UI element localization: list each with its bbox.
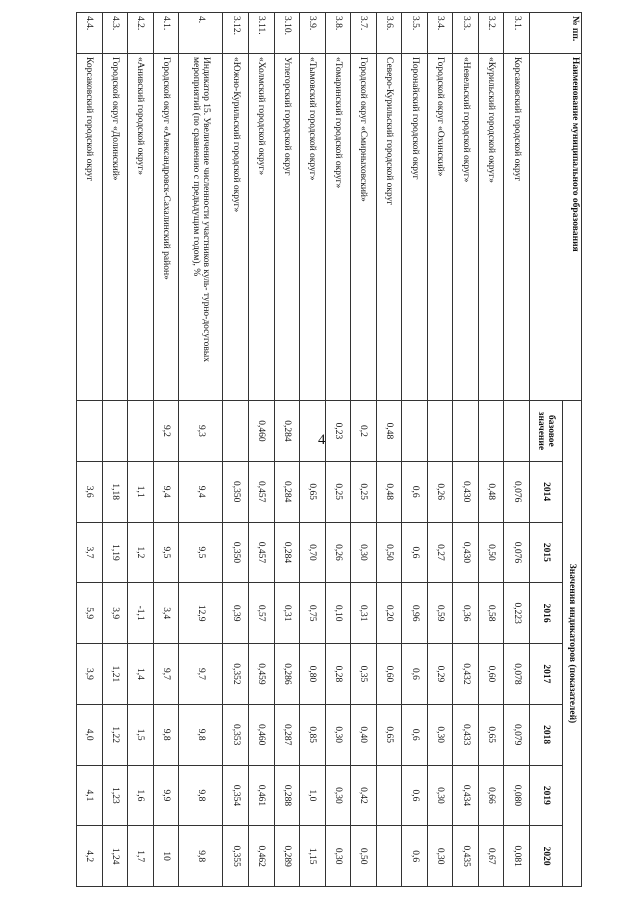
table-row [179, 13, 223, 887]
row-value-2020 [376, 826, 402, 887]
table-row [504, 13, 530, 887]
header-col-group: Значения индикаторов (показателей) [563, 401, 582, 887]
table-row [274, 13, 300, 887]
row-value-2019: 0,288 [274, 765, 300, 826]
row-number: 3.4. [427, 13, 453, 54]
row-value-2014: 1,1 [128, 461, 154, 522]
row-value-2018: 0,433 [453, 704, 479, 765]
row-value-2015: 0,30 [351, 522, 377, 583]
table-row [102, 13, 128, 887]
row-value-2017: 3,9 [77, 644, 103, 705]
row-number: 4. [179, 13, 223, 54]
row-number: 3.7. [351, 13, 377, 54]
row-value-2020: 1,24 [102, 826, 128, 887]
row-value-2018: 0,65 [376, 704, 402, 765]
header-col-num: № пп. [530, 13, 582, 54]
row-value-2015: 1,2 [128, 522, 154, 583]
header-year-2019: 2019 [530, 765, 563, 826]
row-value-2020: 0,289 [274, 826, 300, 887]
row-name: Корсаковский городской округ [77, 54, 103, 401]
row-name: Городской округ «Охинский» [427, 54, 453, 401]
row-value-2018: 4,0 [77, 704, 103, 765]
row-value-2018: 0,30 [427, 704, 453, 765]
row-value-2014: 0,48 [478, 461, 504, 522]
row-name: Городской округ «Долинский» [102, 54, 128, 401]
row-base-value [223, 401, 249, 462]
row-value-2015: 9,5 [153, 522, 179, 583]
row-value-2020: 0,6 [402, 826, 428, 887]
row-number: 4.4. [77, 13, 103, 54]
row-name: Углегорский городской округ [274, 54, 300, 401]
row-value-2019: 1,0 [300, 765, 326, 826]
row-value-2015: 0,26 [325, 522, 351, 583]
row-base-value: 0,460 [248, 401, 274, 462]
row-value-2017: 1,4 [128, 644, 154, 705]
row-name: «Анивский городской округ» [128, 54, 154, 401]
row-value-2017: 0,6 [402, 644, 428, 705]
table-row [402, 13, 428, 887]
row-base-value [478, 401, 504, 462]
indicators-table [76, 12, 582, 887]
row-value-2017: 0,459 [248, 644, 274, 705]
row-value-2016: 0,75 [300, 583, 326, 644]
row-number: 3.8. [325, 13, 351, 54]
header-year-2015: 2015 [530, 522, 563, 583]
row-value-2017: 9,7 [153, 644, 179, 705]
table-row [325, 13, 351, 887]
row-value-2016: 0,31 [274, 583, 300, 644]
row-value-2020: 0,435 [453, 826, 479, 887]
row-value-2016: 0,57 [248, 583, 274, 644]
row-number: 3.6. [376, 13, 402, 54]
row-value-2019: 0,30 [427, 765, 453, 826]
row-name: Северо-Курильский городской округ [376, 54, 402, 401]
row-value-2020: 0,462 [248, 826, 274, 887]
row-name: Городской округ «Смирныховский» [351, 54, 377, 401]
row-value-2016: 0,20 [376, 583, 402, 644]
row-value-2019: 9,8 [179, 765, 223, 826]
row-value-2016: 0,59 [427, 583, 453, 644]
row-value-2014: 3,6 [77, 461, 103, 522]
row-value-2018: 0,6 [402, 704, 428, 765]
row-value-2016: 0,58 [478, 583, 504, 644]
row-value-2015: 0,50 [478, 522, 504, 583]
row-value-2018: 0,287 [274, 704, 300, 765]
table-row [153, 13, 179, 887]
row-value-2020: 0,30 [427, 826, 453, 887]
row-value-2019: 4,1 [77, 765, 103, 826]
row-value-2017: 0,28 [325, 644, 351, 705]
row-value-2017: 1,21 [102, 644, 128, 705]
row-value-2020: 0,30 [325, 826, 351, 887]
row-value-2018: 0,353 [223, 704, 249, 765]
table-row [351, 13, 377, 887]
row-value-2019: 9,9 [153, 765, 179, 826]
row-value-2014: 0,076 [504, 461, 530, 522]
row-value-2019: 1,6 [128, 765, 154, 826]
row-value-2017: 0,60 [376, 644, 402, 705]
row-value-2017: 0,352 [223, 644, 249, 705]
row-name: «Невельский городской округ» [453, 54, 479, 401]
row-base-value: 9,3 [179, 401, 223, 462]
row-value-2020: 10 [153, 826, 179, 887]
row-value-2018: 0,460 [248, 704, 274, 765]
row-value-2017: 0,432 [453, 644, 479, 705]
table-row [453, 13, 479, 887]
header-year-2014: 2014 [530, 461, 563, 522]
table-row [478, 13, 504, 887]
row-value-2014: 0,350 [223, 461, 249, 522]
row-number: 3.9. [300, 13, 326, 54]
row-value-2014: 0,25 [351, 461, 377, 522]
row-value-2020: 9,8 [179, 826, 223, 887]
row-value-2016: 0,96 [402, 583, 428, 644]
row-value-2017: 0,60 [478, 644, 504, 705]
row-number: 3.3. [453, 13, 479, 54]
row-value-2017: 0,29 [427, 644, 453, 705]
rotated-table-container [76, 12, 582, 887]
row-value-2016: 3,4 [153, 583, 179, 644]
row-value-2014: 0,284 [274, 461, 300, 522]
row-value-2015: 1,19 [102, 522, 128, 583]
row-value-2016: 0,31 [351, 583, 377, 644]
row-value-2020: 0,50 [351, 826, 377, 887]
row-value-2014: 0,26 [427, 461, 453, 522]
row-number: 3.5. [402, 13, 428, 54]
row-value-2019 [376, 765, 402, 826]
row-base-value [402, 401, 428, 462]
row-base-value: 0,48 [376, 401, 402, 462]
row-value-2019: 0,66 [478, 765, 504, 826]
row-value-2017: 0,078 [504, 644, 530, 705]
row-number: 3.1. [504, 13, 530, 54]
row-value-2015: 0,50 [376, 522, 402, 583]
row-base-value [128, 401, 154, 462]
row-name: «Южно-Курильский городской округ» [223, 54, 249, 401]
row-value-2018: 9,8 [179, 704, 223, 765]
row-base-value [77, 401, 103, 462]
header-year-2020: 2020 [530, 826, 563, 887]
row-number: 3.12. [223, 13, 249, 54]
header-year-2016: 2016 [530, 583, 563, 644]
row-value-2016: 5,9 [77, 583, 103, 644]
row-name: «Курильский городской округ» [478, 54, 504, 401]
row-number: 3.11. [248, 13, 274, 54]
row-value-2015: 0,70 [300, 522, 326, 583]
row-value-2018: 0,079 [504, 704, 530, 765]
table-row [128, 13, 154, 887]
table-row [223, 13, 249, 887]
row-value-2016: 3,9 [102, 583, 128, 644]
row-name: Индикатор 15. Увеличение численности участников куль- турно-досуговых мероприятий (по сравнению с предыдущим годом), % [179, 54, 223, 401]
row-value-2019: 0,354 [223, 765, 249, 826]
table-row [248, 13, 274, 887]
row-value-2019: 0,461 [248, 765, 274, 826]
header-col-name: Наименование муниципального образования [530, 54, 582, 401]
header-year-2018: 2018 [530, 704, 563, 765]
row-number: 4.1. [153, 13, 179, 54]
row-name: «Тымовский городской округ» [300, 54, 326, 401]
row-value-2019: 0,434 [453, 765, 479, 826]
row-value-2014: 9,4 [153, 461, 179, 522]
row-value-2017: 0,35 [351, 644, 377, 705]
row-number: 3.2. [478, 13, 504, 54]
row-number: 4.2. [128, 13, 154, 54]
table-row [376, 13, 402, 887]
row-value-2019: 0,42 [351, 765, 377, 826]
row-value-2017: 0,286 [274, 644, 300, 705]
row-value-2019: 0,6 [402, 765, 428, 826]
row-value-2015: 0,350 [223, 522, 249, 583]
row-base-value [300, 401, 326, 462]
table-row [300, 13, 326, 887]
row-value-2019: 0,080 [504, 765, 530, 826]
row-value-2016: 0,10 [325, 583, 351, 644]
row-value-2018: 1,5 [128, 704, 154, 765]
row-base-value: 0,2 [351, 401, 377, 462]
row-value-2018: 1,22 [102, 704, 128, 765]
row-value-2020: 1,15 [300, 826, 326, 887]
row-value-2020: 0,67 [478, 826, 504, 887]
row-name: Поронайский городской округ [402, 54, 428, 401]
row-value-2014: 0,430 [453, 461, 479, 522]
row-value-2019: 0,30 [325, 765, 351, 826]
row-base-value [427, 401, 453, 462]
row-value-2018: 9,8 [153, 704, 179, 765]
row-value-2014: 0,25 [325, 461, 351, 522]
row-value-2020: 0,081 [504, 826, 530, 887]
row-value-2014: 0,65 [300, 461, 326, 522]
row-base-value: 9,2 [153, 401, 179, 462]
header-col-base: базовое значение [530, 401, 563, 462]
row-value-2014: 9,4 [179, 461, 223, 522]
table-row [77, 13, 103, 887]
row-value-2019: 1,23 [102, 765, 128, 826]
row-base-value [453, 401, 479, 462]
row-value-2014: 1,18 [102, 461, 128, 522]
row-name: «Томаринский городской округ» [325, 54, 351, 401]
row-value-2015: 3,7 [77, 522, 103, 583]
row-value-2017: 9,7 [179, 644, 223, 705]
row-value-2020: 4,2 [77, 826, 103, 887]
table-row [427, 13, 453, 887]
row-value-2014: 0,6 [402, 461, 428, 522]
row-name: Корсаковский городской округ [504, 54, 530, 401]
row-value-2016: -1,1 [128, 583, 154, 644]
row-value-2015: 0,27 [427, 522, 453, 583]
row-value-2020: 0,355 [223, 826, 249, 887]
row-value-2015: 0,284 [274, 522, 300, 583]
row-value-2015: 9,5 [179, 522, 223, 583]
row-base-value [504, 401, 530, 462]
row-value-2016: 0,36 [453, 583, 479, 644]
row-value-2018: 0,30 [325, 704, 351, 765]
row-value-2018: 0,40 [351, 704, 377, 765]
row-value-2015: 0,430 [453, 522, 479, 583]
row-value-2018: 0,85 [300, 704, 326, 765]
row-number: 4.3. [102, 13, 128, 54]
page-number: 4 [318, 432, 326, 448]
row-name: Городской округ «Александровск-Сахалинский район» [153, 54, 179, 401]
row-value-2014: 0,48 [376, 461, 402, 522]
row-value-2017: 0,80 [300, 644, 326, 705]
row-base-value [102, 401, 128, 462]
row-name: «Холмский городской округ» [248, 54, 274, 401]
row-value-2015: 0,6 [402, 522, 428, 583]
row-base-value: 0,284 [274, 401, 300, 462]
header-year-2017: 2017 [530, 644, 563, 705]
row-value-2018: 0,65 [478, 704, 504, 765]
row-value-2016: 0,223 [504, 583, 530, 644]
row-base-value: 0,23 [325, 401, 351, 462]
row-value-2014: 0,457 [248, 461, 274, 522]
row-number: 3.10. [274, 13, 300, 54]
row-value-2015: 0,457 [248, 522, 274, 583]
row-value-2020: 1,7 [128, 826, 154, 887]
row-value-2015: 0,076 [504, 522, 530, 583]
row-value-2016: 12,9 [179, 583, 223, 644]
row-value-2016: 0,39 [223, 583, 249, 644]
